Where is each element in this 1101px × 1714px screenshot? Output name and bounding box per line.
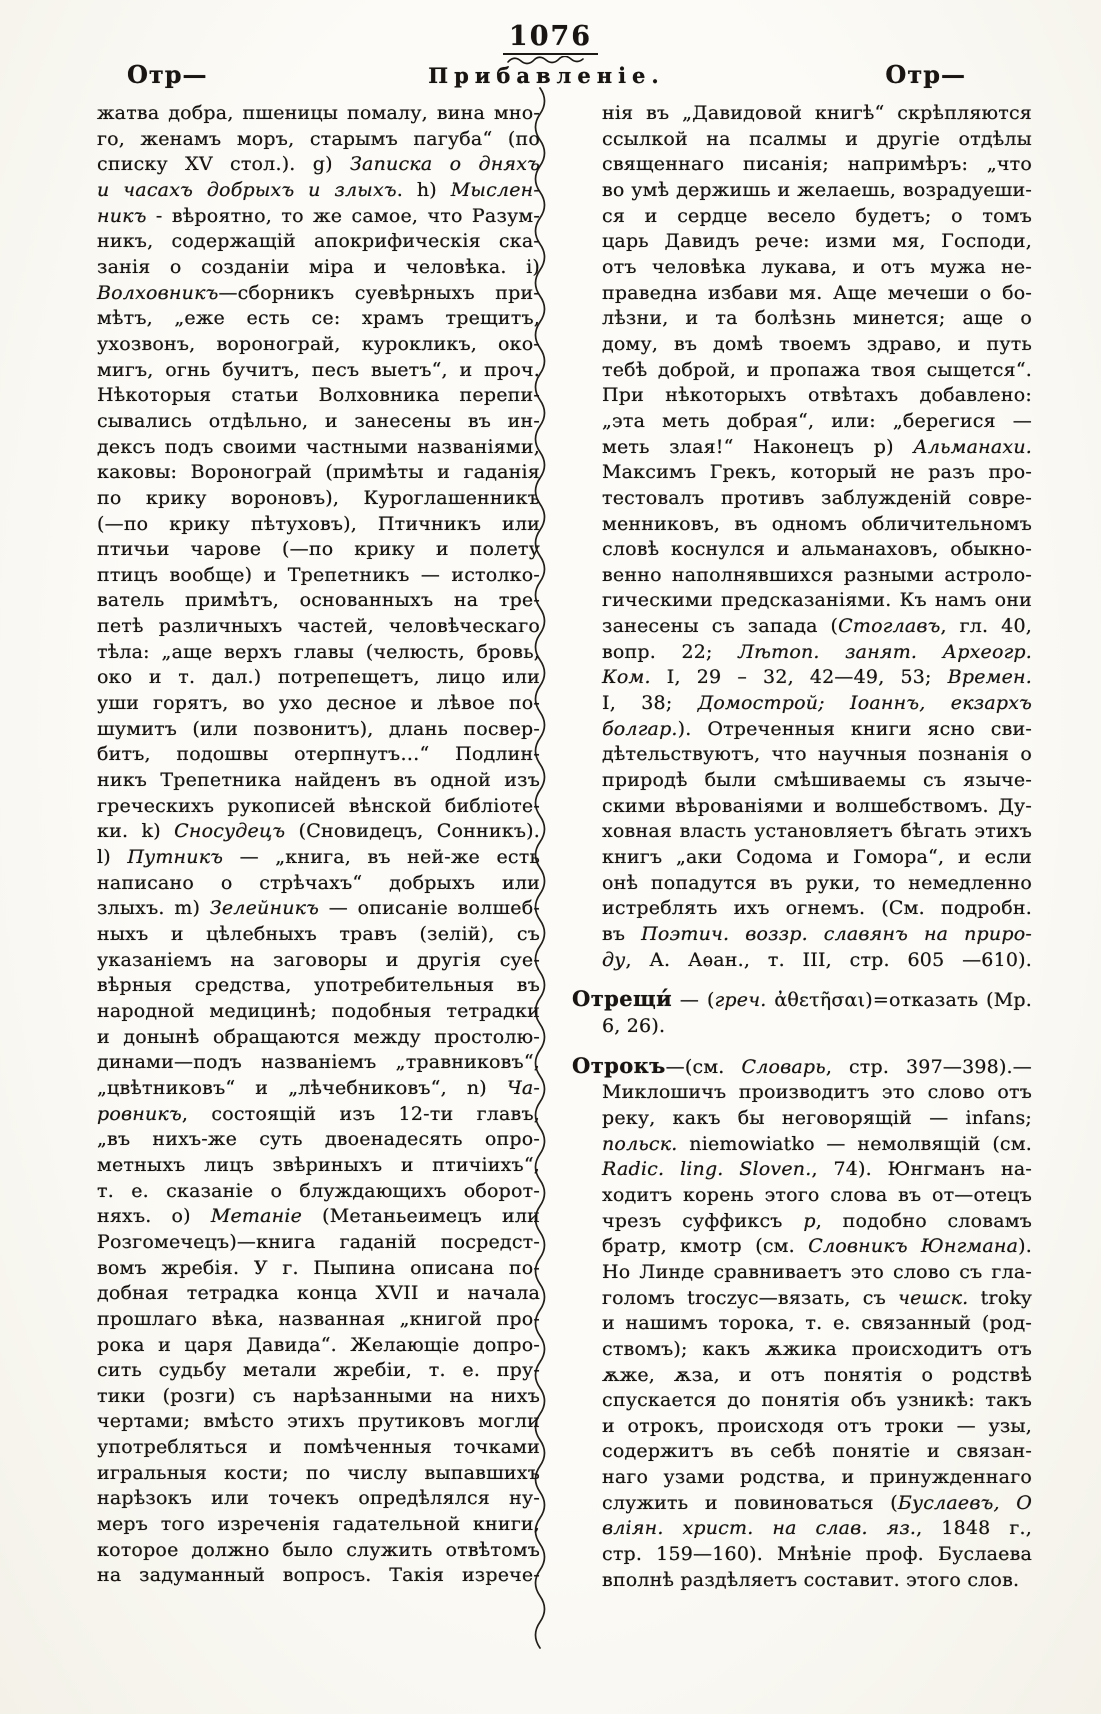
text-line [602,665,1032,691]
text-line [97,409,540,435]
text-line [97,332,540,358]
text-line [602,1260,1032,1286]
text-segment: ду [602,948,626,971]
text-segment: ся и сердце весело будетъ; о томъ [602,204,1032,227]
text-segment: занія о созданіи міра и человѣка. i) [97,255,540,278]
text-line [97,588,540,614]
text-line [97,435,540,461]
text-line [602,742,1032,768]
text-segment: l) [97,846,128,869]
text-segment: списку XV стол.). g) [97,153,350,176]
dictionary-entry [572,986,1032,1039]
text-line [602,1234,1032,1260]
text-segment: служить и повиноваться ( [602,1491,898,1514]
page-number: 1076 [503,22,598,55]
text-segment: словѣ коснулся и альманаховъ, обыкно- [602,538,1032,561]
text-line [97,896,540,922]
text-segment: по крику вороновъ), Куроглашенникъ [97,486,540,509]
text-segment: природѣ были смѣшиваемы съ языче- [602,769,1032,792]
text-segment: Волховникъ [97,281,219,304]
text-segment: Словникъ Юнгмана [808,1235,1019,1258]
text-segment: битъ, подошвы отерпнутъ…“ Подлин- [97,743,540,766]
text-segment: на задуманный вопросъ. Такія изрече- [97,1564,540,1587]
text-line [602,306,1032,332]
text-line [602,460,1032,486]
text-segment: , подобно словамъ [815,1209,1032,1232]
text-segment: употребляться и помѣченныя точками [97,1436,540,1459]
text-line [97,178,540,204]
text-segment: содержитъ въ себѣ понятіе и связан- [602,1440,1032,1463]
text-segment: ватель примѣтъ, основанныхъ на тре- [97,589,540,612]
text-line [97,512,540,538]
text-line [602,332,1032,358]
section-title: Прибавленіе. [428,63,665,88]
text-segment: —сборникъ суевѣрныхъ при- [218,281,540,304]
text-line [602,871,1032,897]
text-line [97,999,540,1025]
text-segment: ховная власть установляетъ бѣгать этихъ [602,820,1032,843]
text-segment: I, 29 – 32, 42—49, 53; [650,666,948,689]
text-line [97,281,540,307]
text-segment: тики (розги) съ нарѣзанными на нихъ [97,1384,540,1407]
text-segment: , стр. 397—398).— [825,1055,1032,1078]
text-segment: го, женамъ моръ, старымъ пагуба“ (по [97,127,540,150]
text-line [602,819,1032,845]
text-segment: Буслаевъ, О [897,1491,1032,1514]
text-line [97,1486,540,1512]
text-line [97,1333,540,1359]
text-segment: Сносудецъ [174,820,286,843]
text-line [97,1127,540,1153]
text-segment: священнаго писанія; напримѣръ: „что [602,153,1032,176]
text-segment: птичьи чарове (—по крику и полету [97,538,540,561]
text-segment: , 74). Юнгманъ на- [811,1158,1032,1181]
text-line [602,435,1032,461]
text-segment: и нашимъ торока, т. е. связанный (род- [602,1312,1032,1335]
text-line [97,306,540,332]
text-line [97,871,540,897]
text-segment: чертами; вмѣсто этихъ прутиковъ могли [97,1410,540,1433]
text-segment: вомъ жребія. У г. Пыпина описана по- [97,1256,540,1279]
text-line [602,1132,1032,1158]
text-segment: никъ [97,204,147,227]
text-segment: Записка о дняхъ [350,153,540,176]
text-segment: петѣ различныхъ частей, человѣческаго [97,615,540,638]
text-segment: (Метаньеимецъ или [302,1205,540,1228]
text-segment: ствомъ); какъ ѫжика происходитъ отъ [602,1337,1032,1360]
text-segment: , состоящій изъ 12-ти главъ, [181,1102,540,1125]
text-line [602,563,1032,589]
text-line [97,768,540,794]
text-line [97,742,540,768]
text-line [97,101,540,127]
text-segment: Времен. [947,666,1032,689]
text-line [97,1179,540,1205]
text-line [602,383,1032,409]
text-segment: ссылкой на псалмы и другіе отдѣлы [602,127,1032,150]
running-head [97,60,1014,89]
text-segment: Альманахи. [913,435,1032,458]
text-line [97,614,540,640]
text-line [602,768,1032,794]
text-line [602,409,1032,435]
text-segment: Максимъ Грекъ, который не разъ про- [602,461,1032,484]
text-line [602,1080,1032,1106]
text-segment: , А. Аѳан., т. III, стр. 605 —610). [625,948,1032,971]
text-segment: —(см. [665,1055,742,1078]
text-line [97,1076,540,1102]
text-line [602,1542,1032,1568]
text-segment: Поэтич. воззр. славянъ на приро- [641,923,1032,945]
text-line [602,640,1032,666]
dictionary-entry [572,101,1032,973]
text-segment: Отрокъ [572,1052,666,1078]
text-line [602,1439,1032,1465]
text-segment: ). Отреченныя книги ясно сви- [677,717,1032,740]
text-line [602,229,1032,255]
text-line [97,1204,540,1230]
text-segment: народной медицинѣ; подобныя тетрадки [97,999,540,1022]
text-segment: troky [968,1286,1032,1309]
text-line [97,1358,540,1384]
text-segment: Ком. [602,666,651,689]
text-segment: Розгомечецъ)—книга гаданій посредст- [97,1230,540,1253]
text-line [602,1491,1032,1517]
text-segment: р [803,1209,816,1232]
text-line [602,178,1032,204]
text-segment: и донынѣ обращаются между простолю- [97,1025,540,1048]
text-segment: шумитъ (или позвонитъ), длань посвер- [97,717,540,740]
text-line [602,1414,1032,1440]
text-line [602,922,1032,948]
text-line [602,1388,1032,1414]
text-line [97,640,540,666]
text-line [602,794,1032,820]
text-line [602,1014,1032,1040]
text-segment: вліян. христ. на слав. яз. [602,1517,917,1540]
text-segment: никъ Трепетника найденъ въ одной изъ [97,769,540,792]
text-segment: дѣтельствуютъ, что научныя познанія о [602,743,1032,766]
text-line [602,512,1032,538]
text-segment: Лѣтоп. занят. Археогр. [738,640,1032,663]
text-segment: написано о стрѣчахъ“ добрыхъ или [97,871,540,894]
text-segment: рока и царя Давида“. Желающіе допро- [97,1333,540,1356]
text-line [97,1563,540,1589]
text-line [602,845,1032,871]
dictionary-entry [572,1053,1032,1594]
text-segment: — ( [672,989,715,1012]
text-segment: мѣтъ, „еже есть се: храмъ трещитъ, [97,307,540,330]
text-line [602,1183,1032,1209]
text-line [602,1363,1032,1389]
text-segment: каковы: Воронограй (примѣты и гаданія [97,461,540,484]
text-segment: венно наполнявшихся разными астроло- [602,563,1032,586]
text-segment: праведна избави мя. Аще мечеши о бо- [602,281,1032,304]
text-segment: занесены съ запада ( [602,615,839,638]
text-segment: ухозвонъ, воронограй, курокликъ, око- [97,332,540,355]
text-segment: Radic. ling. Sloven. [602,1158,812,1181]
text-segment: т. е. сказаніе о блуждающихъ оборот- [97,1179,540,1202]
text-segment: жатва добра, пшеницы помалу, вина мно- [97,102,540,124]
text-line [602,127,1032,153]
text-segment: — „книга, въ ней-же есть [223,846,540,869]
text-line [97,717,540,743]
text-segment: уши горятъ, во ухо десное и лѣвое по- [97,692,540,715]
text-segment: . h) [396,178,451,201]
text-segment: 6, 26). [602,1014,666,1037]
text-segment: никъ, содержащій апокрифическія ска- [97,230,540,253]
text-line [602,1311,1032,1337]
text-segment: нія въ „Давидовой книгѣ“ скрѣпляются [602,102,1032,124]
text-line [97,383,540,409]
text-segment: реку, какъ бы неговорящій — infans; [602,1106,1032,1129]
text-segment: „эта меть добрая“, или: „берегися — [602,409,1032,432]
text-segment: Миклошичъ производитъ это слово отъ [602,1081,1032,1104]
text-segment: греч. [714,989,767,1012]
text-segment: Метаніе [210,1205,303,1228]
text-segment: вполнѣ раздѣляетъ составит. этого слов. [602,1568,1020,1591]
text-segment: ныхъ и цѣлебныхъ травъ (зелій), съ [97,923,540,945]
text-segment: прошлаго вѣка, названная „книгой про- [97,1307,540,1330]
text-line [97,1050,540,1076]
text-line [97,1153,540,1179]
text-segment: - вѣроятно, то же самое, что Разум- [146,204,540,227]
text-segment: вопр. 22; [602,640,739,663]
text-segment: польск. [602,1132,678,1155]
right-column [572,101,1032,1593]
text-line [97,1230,540,1256]
text-segment: греческихъ рукописей вѣнской библіоте- [97,794,540,817]
text-line [602,1568,1032,1594]
text-segment: Но Линде сравниваетъ это слово съ гла- [602,1260,1032,1283]
text-segment: лѣзни, и та болѣзнь минется; аще о [602,307,1032,330]
text-segment: добная тетрадка конца XVII и начала [97,1282,540,1305]
text-segment: истреблять ихъ огнемъ. (См. подробн. [602,897,1032,920]
text-line [97,358,540,384]
text-segment: (Сновидецъ, Сонникъ). [285,820,540,843]
text-segment: Домострой; Іоаннъ, екзархъ [697,692,1032,715]
text-line [97,845,540,871]
text-line [602,691,1032,717]
text-segment: въ [602,923,642,945]
text-segment: око и т. дал.) потрепещетъ, лицо или [97,666,540,689]
text-segment: ἀθετῆσαι)=отказать (Мр. [766,989,1032,1012]
text-segment: Словарь [741,1055,826,1078]
text-line [602,537,1032,563]
text-segment: сывались отдѣльно, и занесены въ ин- [97,409,540,432]
text-segment: niemowiatko — немолвящій (см. [677,1132,1032,1155]
text-segment: Ча- [506,1076,540,1099]
text-segment: ходитъ корень этого слова въ от—отецъ [602,1183,1032,1206]
text-line [97,127,540,153]
text-segment: указаніемъ на заговоры и другія суе- [97,948,540,971]
running-head-right: Отр— [885,60,966,89]
text-segment: Путникъ [127,846,224,869]
text-segment: меръ того изреченія гадательной книги, [97,1513,540,1536]
dictionary-entry [97,101,540,1589]
text-line [97,665,540,691]
text-line [602,101,1032,127]
text-segment: Зелейникъ [209,897,320,920]
left-column [97,101,540,1593]
text-segment: тѣла: „аще верхъ главы (челюсть, бровь, [97,640,540,663]
text-line [97,1307,540,1333]
text-line [602,1516,1032,1542]
text-line [97,1102,540,1128]
text-line [97,973,540,999]
text-segment: ровникъ [97,1102,182,1125]
text-segment: чешск. [898,1286,969,1309]
text-segment: „въ нихъ-же суть двоенадесять опро- [97,1128,540,1151]
text-line [97,563,540,589]
text-line [602,281,1032,307]
text-line [602,1157,1032,1183]
text-segment: При нѣкоторыхъ отвѣтахъ добавлено: [602,384,1032,407]
text-segment: спускается до понятія объ узникѣ: такъ [602,1389,1032,1412]
text-line [97,204,540,230]
text-segment: тебѣ доброй, и пропажа твоя сыщется“. [602,358,1032,381]
text-line [602,614,1032,640]
text-segment: , гл. 40, [940,615,1032,638]
text-line [602,255,1032,281]
text-segment: динами—подъ названіемъ „травниковъ“, [97,1051,540,1074]
text-segment: которое должно было служить отвѣтомъ [97,1538,540,1561]
text-line [602,204,1032,230]
text-line [97,1409,540,1435]
text-line [97,1512,540,1538]
text-line [97,229,540,255]
text-line [602,152,1032,178]
text-line [97,948,540,974]
text-segment: мигъ, огнь бучитъ, песъ выетъ“, и проч. [97,358,540,381]
text-segment: дому, въ домѣ твоемъ здраво, и путь [602,332,1032,355]
text-segment: игральныя кости; по числу выпавшихъ [97,1461,540,1484]
text-line [97,486,540,512]
text-segment: птицъ вообще) и Трепетникъ — истолко- [97,563,540,586]
text-line [97,794,540,820]
text-segment: царь Давидъ рече: изми мя, Господи, [602,230,1032,253]
text-segment: и часахъ добрыхъ и злыхъ [97,178,397,201]
text-segment: Стоглавъ [838,615,941,638]
text-segment: стр. 159—160). Мнѣніе проф. Буслаева [602,1543,1032,1566]
text-line [97,1538,540,1564]
text-line [97,922,540,948]
text-line [602,717,1032,743]
text-segment: книгъ „аки Содома и Гомора“, и если [602,846,1032,869]
text-segment: ки. k) [97,820,175,843]
text-line [602,358,1032,384]
text-line [572,986,1032,1014]
text-line [602,1286,1032,1312]
text-segment: вѣрныя средства, употребительныя въ [97,974,540,997]
text-segment: болгар. [602,717,678,740]
text-line [602,486,1032,512]
text-segment: метныхъ лицъ звѣриныхъ и птичіихъ“, [97,1153,540,1176]
text-segment: Отрещи́ [572,986,673,1012]
text-line [97,1435,540,1461]
text-line [97,255,540,281]
text-line [97,1256,540,1282]
text-line [602,1106,1032,1132]
text-segment: (—по крику пѣтуховъ), Птичникъ или [97,512,540,535]
text-segment: гическими предсказаніями. Къ намъ они [602,589,1032,612]
text-segment: сить судьбу метали жребіи, т. е. пру- [97,1359,540,1382]
text-segment: Нѣкоторыя статьи Волховника перепи- [97,384,540,407]
text-line [97,152,540,178]
text-segment: наго узами родства, и принужденнаго [602,1466,1032,1489]
text-segment: ). [1018,1235,1032,1258]
text-segment: „цвѣтниковъ“ и „лѣчебниковъ“, n) [97,1076,507,1099]
text-line [602,1337,1032,1363]
text-segment: няхъ. о) [97,1205,211,1228]
text-line [97,537,540,563]
text-segment: Мыслен- [450,178,540,201]
text-line [97,691,540,717]
text-line [572,1053,1032,1081]
text-segment: и отрокъ, происходя отъ троки — узы, [602,1414,1032,1437]
text-segment: ѫже, ѫза, и отъ понятія о родствѣ [602,1363,1032,1386]
text-line [602,1209,1032,1235]
text-line [97,1281,540,1307]
text-segment: — описаніе волшеб- [319,897,540,920]
text-columns [97,101,1032,1593]
text-segment: во умѣ держишь и желаешь, возрадуеши- [602,178,1032,201]
text-segment: злыхъ. m) [97,897,210,920]
text-segment: онѣ попадутся въ руки, то немедленно [602,871,1032,894]
text-line [602,588,1032,614]
text-segment: I, 38; [602,692,698,715]
text-segment: тестовалъ противъ заблужденій совре- [602,486,1032,509]
running-head-left: Отр— [127,60,208,89]
text-line [97,1025,540,1051]
text-segment: голомъ troczyc—вязать, съ [602,1286,899,1309]
text-segment: братр, кмотр (см. [602,1235,809,1258]
text-line [97,1384,540,1410]
text-segment: скими вѣрованіями и волшебствомъ. Ду- [602,794,1032,817]
text-segment: чрезъ суффиксъ [602,1209,804,1232]
text-segment: нарѣзокъ или точекъ опредѣлялся ну- [97,1487,540,1510]
text-segment: , 1848 г., [916,1517,1032,1540]
text-line [97,819,540,845]
text-segment: дексъ подъ своими частными названіями, [97,435,540,458]
text-segment: меть злая!“ Наконецъ р) [602,435,914,458]
text-segment: отъ человѣка лукава, и отъ мужа не- [602,255,1032,278]
text-line [97,1461,540,1487]
text-line [97,460,540,486]
text-line [602,948,1032,974]
text-segment: менниковъ, въ одномъ обличительномъ [602,512,1032,535]
text-line [602,896,1032,922]
text-line [602,1465,1032,1491]
